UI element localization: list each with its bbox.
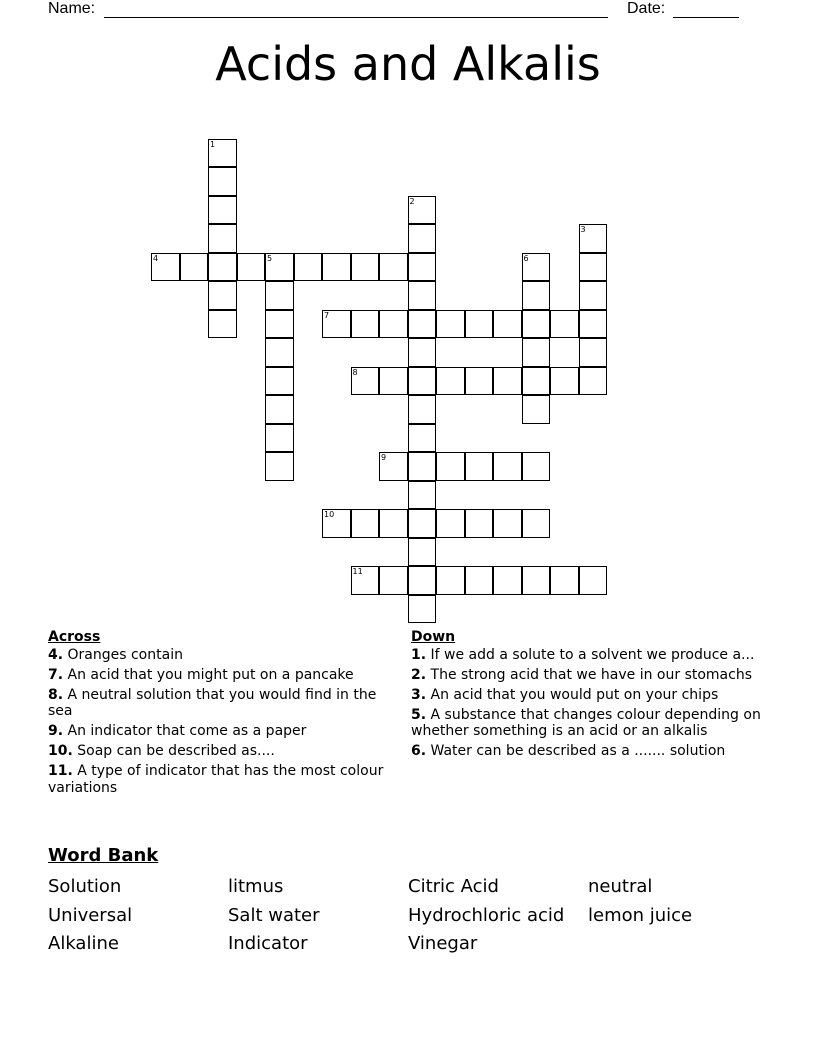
clue-text: Soap can be described as.... — [72, 743, 275, 759]
down-clue — [411, 667, 771, 684]
grid-cell[interactable] — [237, 253, 266, 282]
grid-cell[interactable] — [408, 538, 437, 567]
clue-number: 3 — [580, 225, 586, 234]
clue-text: If we add a solute to a solvent we produce a... — [426, 646, 755, 663]
clue-number: 8. — [48, 686, 64, 703]
grid-cell[interactable] — [208, 253, 237, 282]
clue-number: 3. — [411, 686, 427, 703]
clue-number: 7. — [48, 666, 64, 683]
grid-cell[interactable] — [493, 509, 522, 538]
across-clue — [48, 743, 388, 760]
grid-cell[interactable] — [408, 395, 437, 424]
clue-number: 6. — [411, 743, 427, 759]
word-bank-item: neutral — [588, 876, 653, 897]
grid-cell[interactable] — [579, 224, 608, 253]
down-clues — [411, 629, 771, 763]
grid-cell[interactable] — [408, 452, 437, 481]
clue-number: 5 — [267, 253, 273, 263]
grid-cell[interactable] — [408, 424, 437, 453]
grid-cell[interactable] — [408, 310, 437, 339]
grid-cell[interactable] — [493, 367, 522, 396]
grid-cell[interactable] — [436, 452, 465, 481]
grid-cell[interactable] — [550, 310, 579, 339]
clue-text: A type of indicator that has the most colour variations — [48, 763, 384, 796]
grid-cell[interactable] — [408, 481, 437, 510]
clue-number: 2 — [409, 196, 415, 206]
grid-cell[interactable] — [579, 310, 608, 339]
grid-cell[interactable] — [408, 367, 437, 396]
clue-text: A neutral solution that you would find in the sea — [48, 686, 377, 719]
across-heading: Across — [48, 629, 101, 645]
grid-cell[interactable] — [265, 367, 294, 396]
word-bank-item: Salt water — [228, 904, 320, 926]
grid-cell[interactable] — [265, 338, 294, 367]
grid-cell[interactable] — [522, 395, 551, 424]
word-bank-item: Citric Acid — [408, 876, 499, 897]
clue-number: 1. — [411, 646, 427, 663]
name-label: Name: — [48, 0, 96, 17]
down-clue — [411, 707, 771, 740]
grid-cell[interactable] — [408, 253, 437, 282]
grid-cell[interactable] — [208, 310, 237, 339]
grid-cell[interactable] — [379, 310, 408, 339]
clue-number: 1 — [210, 139, 216, 149]
clue-text: A substance that changes colour depending on whether something is an acid or an alkalis — [411, 706, 761, 739]
down-clue-list — [411, 647, 771, 760]
grid-cell[interactable] — [522, 281, 551, 310]
grid-cell[interactable] — [351, 310, 380, 339]
clue-number: 9 — [381, 453, 387, 462]
down-heading: Down — [411, 629, 456, 645]
grid-cell[interactable] — [579, 253, 608, 282]
clue-text: Oranges contain — [63, 646, 183, 663]
grid-cell[interactable] — [265, 424, 294, 453]
clue-text: The strong acid that we have in our stomachs — [426, 666, 752, 683]
grid-cell[interactable] — [379, 566, 408, 595]
grid-cell[interactable] — [493, 452, 522, 481]
word-bank-item: Hydrochloric acid — [408, 904, 565, 926]
grid-cell[interactable] — [493, 566, 522, 595]
word-bank-item: Vinegar — [408, 933, 478, 954]
grid-cell[interactable] — [408, 509, 437, 538]
grid-cell[interactable] — [436, 367, 465, 396]
grid-cell[interactable] — [436, 509, 465, 538]
clue-text: An acid that you might put on a pancake — [63, 666, 354, 683]
grid-cell[interactable] — [522, 310, 551, 339]
grid-cell[interactable] — [493, 310, 522, 339]
down-clue — [411, 743, 771, 760]
grid-cell[interactable] — [522, 566, 551, 595]
word-bank-item: Indicator — [228, 933, 308, 954]
word-bank-list — [48, 873, 768, 959]
across-clue — [48, 667, 388, 684]
clue-number: 10 — [324, 510, 335, 519]
across-clue-list — [48, 647, 388, 797]
grid-cell[interactable] — [408, 196, 437, 225]
clue-number: 5. — [411, 706, 427, 723]
grid-cell[interactable] — [550, 367, 579, 396]
clue-number: 9. — [48, 723, 64, 739]
clue-number: 11 — [352, 567, 363, 576]
grid-cell[interactable] — [465, 452, 494, 481]
grid-cell[interactable] — [408, 566, 437, 595]
grid-cell[interactable] — [208, 281, 237, 310]
word-bank-item: Alkaline — [48, 933, 119, 954]
clue-number: 4. — [48, 646, 64, 663]
grid-cell[interactable] — [265, 253, 294, 282]
grid-cell[interactable] — [522, 367, 551, 396]
grid-cell[interactable] — [579, 281, 608, 310]
clue-text: An indicator that come as a paper — [63, 723, 307, 739]
grid-cell[interactable] — [351, 367, 380, 396]
grid-cell[interactable] — [265, 281, 294, 310]
across-clue — [48, 723, 388, 740]
clue-text: Water can be described as a ....... solution — [426, 743, 726, 759]
grid-cell[interactable] — [294, 253, 323, 282]
date-field-line[interactable] — [673, 17, 739, 18]
word-bank-item: lemon juice — [588, 904, 693, 926]
clue-number: 7 — [324, 310, 330, 320]
grid-cell[interactable] — [465, 566, 494, 595]
grid-cell[interactable] — [379, 509, 408, 538]
page-title: Acids and Alkalis — [215, 37, 601, 91]
grid-cell[interactable] — [208, 167, 237, 196]
down-clue — [411, 687, 771, 704]
header — [0, 0, 816, 20]
word-bank-item: litmus — [228, 876, 284, 897]
grid-cell[interactable] — [522, 509, 551, 538]
date-label: Date: — [627, 0, 666, 17]
grid-cell[interactable] — [408, 281, 437, 310]
grid-cell[interactable] — [465, 367, 494, 396]
grid-cell[interactable] — [180, 253, 209, 282]
grid-cell[interactable] — [522, 338, 551, 367]
across-clues — [48, 629, 388, 800]
grid-cell[interactable] — [208, 196, 237, 225]
grid-cell[interactable] — [436, 310, 465, 339]
clue-text: An acid that you would put on your chips — [426, 686, 719, 703]
clue-number: 8 — [352, 367, 358, 377]
grid-cell[interactable] — [579, 566, 608, 595]
grid-cell[interactable] — [379, 452, 408, 481]
grid-cell[interactable] — [408, 224, 437, 253]
grid-cell[interactable] — [436, 566, 465, 595]
grid-cell[interactable] — [522, 253, 551, 282]
grid-cell[interactable] — [379, 253, 408, 282]
grid-cell[interactable] — [322, 509, 351, 538]
clue-number: 10. — [48, 743, 73, 759]
grid-cell[interactable] — [579, 367, 608, 396]
clue-number: 4 — [153, 253, 159, 263]
grid-cell[interactable] — [265, 395, 294, 424]
down-clue — [411, 647, 771, 664]
word-bank — [48, 845, 768, 959]
grid-cell[interactable] — [408, 595, 437, 624]
word-bank-heading: Word Bank — [48, 845, 159, 866]
grid-cell[interactable] — [465, 509, 494, 538]
grid-cell[interactable] — [465, 310, 494, 339]
grid-cell[interactable] — [379, 367, 408, 396]
word-bank-item: Universal — [48, 904, 133, 926]
grid-cell[interactable] — [265, 310, 294, 339]
grid-cell[interactable] — [351, 253, 380, 282]
grid-cell[interactable] — [351, 509, 380, 538]
grid-cell[interactable] — [322, 310, 351, 339]
across-clue — [48, 647, 388, 664]
grid-cell[interactable] — [208, 139, 237, 168]
grid-cell[interactable] — [151, 253, 180, 282]
across-clue — [48, 763, 388, 796]
name-field-line[interactable] — [104, 17, 608, 18]
grid-cell[interactable] — [579, 338, 608, 367]
grid-cell[interactable] — [522, 452, 551, 481]
clue-number: 6 — [523, 253, 529, 263]
word-bank-item: Solution — [48, 876, 122, 897]
grid-cell[interactable] — [208, 224, 237, 253]
grid-cell[interactable] — [550, 566, 579, 595]
clue-number: 2. — [411, 666, 427, 683]
grid-cell[interactable] — [322, 253, 351, 282]
clue-number: 11. — [48, 763, 73, 779]
grid-cell[interactable] — [408, 338, 437, 367]
across-clue — [48, 687, 388, 720]
grid-cell[interactable] — [265, 452, 294, 481]
grid-cell[interactable] — [351, 566, 380, 595]
